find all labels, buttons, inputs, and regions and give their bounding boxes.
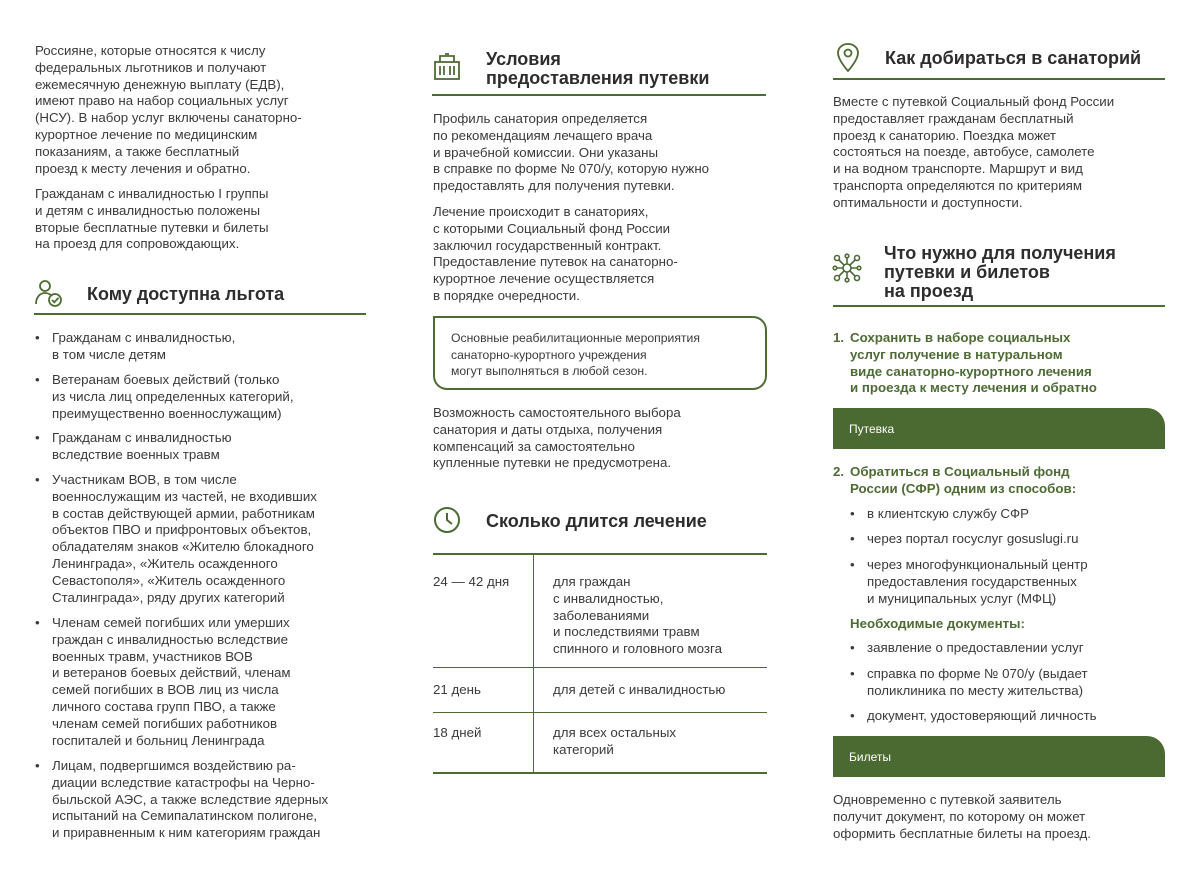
application-way: • в клиентскую службу СФР <box>867 506 1167 523</box>
category-cell: для граждан с инвалидностью, заболеваниями и последствиями травм спинного и головного мозга <box>553 574 722 657</box>
table-divider <box>433 712 767 713</box>
tickets-tab: Билеты <box>833 736 1165 777</box>
eligible-item: • Участникам ВОВ, в том числе военнослужащим из частей, не входивших в состав действующей армии, работникам объектов ПВО и прифронтовых объектов, обладателям знаков «Жителю блокадного Ленинграда», «Житель осажденного Севастополя», «Житель осажденного Сталинграда», ряду других категорий <box>52 472 382 606</box>
portal-prefix: через портал госуслуг <box>867 531 1007 546</box>
eligible-item: • Лицам, подвергшимся воздействию ра- диации вследствие катастрофы на Черно- быльской АЭС, а также вследствие ядерных испытаний на Семипалатинском полигоне, и приравненным к ним категориям граждан <box>52 758 382 842</box>
travel-heading: Как добираться в санаторий <box>885 48 1142 68</box>
column-2 <box>400 0 800 888</box>
building-icon <box>432 52 462 82</box>
intro-paragraph-1: Россияне, которые относятся к числу федеральных льготников и получают ежемесячную денежную выплату (ЕДВ), имеют право на набор социальных услуг (НСУ). В набор услуг включены санаторно- курортное лечение по медицинским показаниям, а также бесплатный проезд к месту лечения и обратно. <box>35 43 302 176</box>
heading-underline <box>833 78 1165 80</box>
heading-underline <box>432 94 766 96</box>
voucher-tab: Путевка <box>833 408 1165 449</box>
callout-text: Основные реабилитационные мероприятия санаторно-курортного учреждения могут выполняться в любой сезон. <box>451 331 700 378</box>
step-number: 1. <box>833 330 845 345</box>
duration-cell: 24 — 42 дня <box>433 574 510 589</box>
eligible-item: • Гражданам с инвалидностью вследствие военных травм <box>52 430 372 464</box>
requirements-heading: Что нужно для получения путевки и билетов на проезд <box>884 243 1116 301</box>
location-pin-icon <box>833 42 863 74</box>
documents-title: Необходимые документы: <box>850 616 1025 631</box>
table-divider <box>433 667 767 668</box>
application-way <box>867 531 1167 548</box>
step-2-text: Обратиться в Социальный фонд России (СФР) одним из способов: <box>850 464 1077 496</box>
heading-underline <box>833 305 1165 307</box>
category-cell: для всех остальных категорий <box>553 725 677 757</box>
clock-icon <box>432 505 462 535</box>
travel-paragraph: Вместе с путевкой Социальный фонд России предоставляет гражданам бесплатный проезд к санаторию. Поездка может состояться на поезде, автобусе, самолете и на водном транспорте. Маршрут и вид транспорта определяются по критериям оптимальности и доступности. <box>833 94 1115 210</box>
document-item: • справка по форме № 070/у (выдает поликлиника по месту жительства) <box>867 666 1167 700</box>
people-check-icon <box>34 278 64 308</box>
table-column-divider <box>533 555 534 772</box>
step-1-text: Сохранить в наборе социальных услуг получение в натуральном виде санаторно-курортного лечения и проезда к месту лечения и обратно <box>850 330 1097 396</box>
step-number: 2. <box>833 464 845 479</box>
eligible-item: • Членам семей погибших или умерших граждан с инвалидностью вследствие военных травм, участников ВОВ и ветеранов боевых действий, членам семей погибших в ВОВ лиц из числа личного состава групп ПВО, а также членам семей погибших работников госпиталей и больниц Ленинграда <box>52 615 372 749</box>
who-eligible-heading: Кому доступна льгота <box>87 284 285 304</box>
column-1 <box>0 0 400 888</box>
intro-paragraph-2: Гражданам с инвалидностью I группы и детям с инвалидностью положены вторые бесплатные путевки и билеты на проезд для сопровождающих. <box>35 186 269 252</box>
application-way: • через многофункциональный центр предоставления государственных и муниципальных услуг (МФЦ) <box>867 557 1167 607</box>
table-bottom-rule <box>433 772 767 774</box>
gosuslugi-link[interactable]: gosuslugi.ru <box>1006 531 1079 546</box>
duration-cell: 21 день <box>433 682 481 697</box>
eligible-item: • Ветеранам боевых действий (только из числа лиц определенных категорий, преимущественно военнослужащим) <box>52 372 372 422</box>
eligible-item: • Гражданам с инвалидностью, в том числе детям <box>52 330 372 364</box>
conditions-paragraph-3: Возможность самостоятельного выбора санатория и даты отдыха, получения компенсаций за самостоятельно купленные путевки не предусмотрена. <box>433 405 681 471</box>
final-paragraph: Одновременно с путевкой заявитель получит документ, по которому он может оформить бесплатные билеты на проезд. <box>833 792 1091 841</box>
duration-cell: 18 дней <box>433 725 482 740</box>
category-cell: для детей с инвалидностью <box>553 682 726 697</box>
document-item: • заявление о предоставлении услуг <box>867 640 1167 657</box>
document-item: • документ, удостоверяющий личность <box>867 708 1167 725</box>
conditions-heading: Условия предоставления путевки <box>486 49 710 88</box>
heading-underline <box>34 313 366 315</box>
conditions-paragraph-1: Профиль санатория определяется по рекомендациям лечащего врача и врачебной комиссии. Они указаны в справке по форме № 070/у, которую нужно предоставлять для получения путевки. <box>433 111 710 194</box>
conditions-paragraph-2: Лечение происходит в санаториях, с которыми Социальный фонд России заключил государственный контракт. Предоставление путевок на санаторно- курортное лечение осуществляется в порядке очередности. <box>433 204 678 303</box>
duration-heading: Сколько длится лечение <box>486 511 707 531</box>
network-icon <box>832 253 862 283</box>
table-top-rule <box>433 553 767 555</box>
column-3 <box>800 0 1200 888</box>
